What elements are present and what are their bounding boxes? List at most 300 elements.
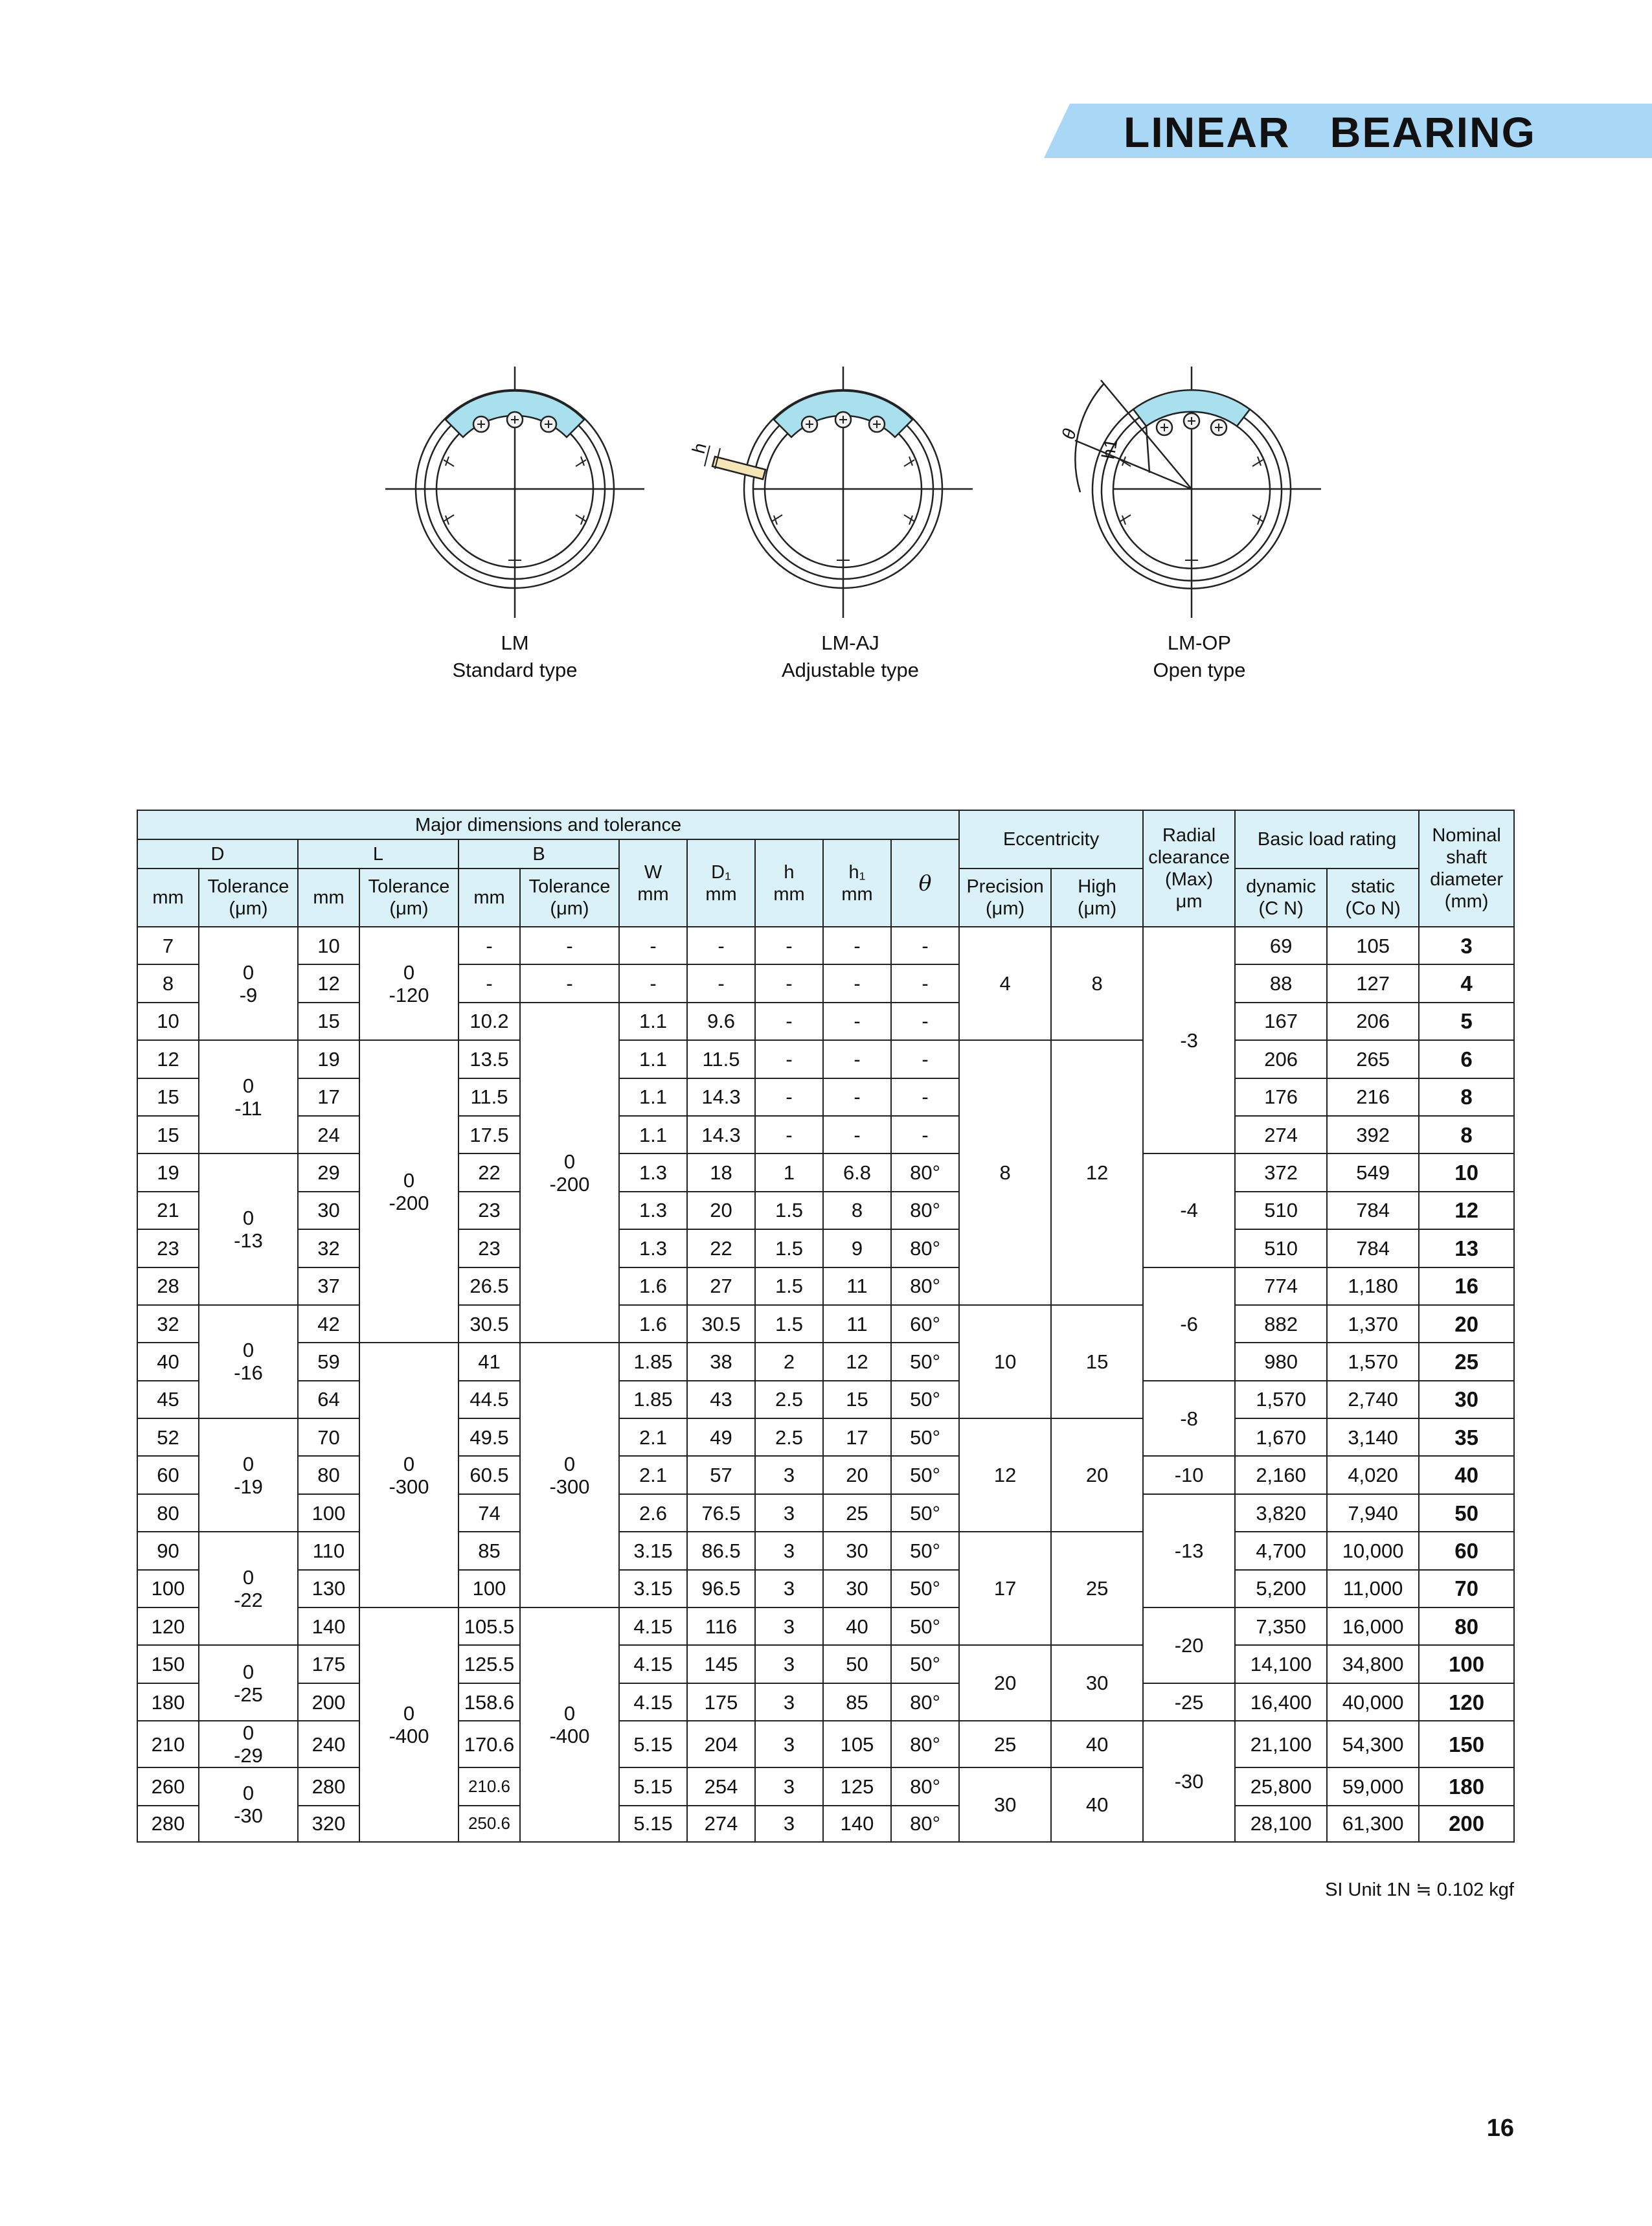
dynamic-load-cell: 7,350 — [1235, 1607, 1327, 1645]
l-mm-cell: 320 — [298, 1806, 359, 1842]
theta-cell: 60° — [891, 1305, 959, 1343]
table-row — [137, 1570, 1514, 1607]
d-mm-cell: 8 — [137, 964, 199, 1002]
l-tolerance-cell-upper: 0 — [403, 1452, 415, 1475]
h-cell: - — [755, 1003, 823, 1040]
w-cell: 5.15 — [619, 1767, 687, 1805]
h1-cell: 40 — [823, 1607, 891, 1645]
dynamic-load-cell: 16,400 — [1235, 1683, 1327, 1721]
dynamic-load-cell: 372 — [1235, 1153, 1327, 1191]
dynamic-load-cell: 1,670 — [1235, 1418, 1327, 1456]
w-cell: 2.1 — [619, 1456, 687, 1493]
d-mm-cell: 52 — [137, 1418, 199, 1456]
h-cell: 1.5 — [755, 1267, 823, 1305]
eccentricity-header: Eccentricity — [959, 810, 1143, 869]
h-cell: 1.5 — [755, 1192, 823, 1229]
d-tolerance-cell-lower: -11 — [234, 1096, 262, 1120]
precision-cell: 8 — [959, 1040, 1051, 1305]
static-load-cell: 54,300 — [1327, 1721, 1419, 1767]
d-tolerance-cell-lower: -13 — [234, 1229, 263, 1253]
w-cell: 1.1 — [619, 1116, 687, 1153]
d1-cell: 274 — [687, 1806, 755, 1842]
d-mm-cell: 12 — [137, 1040, 199, 1078]
lm-op-caption — [1037, 630, 1361, 684]
nominal-shaft-diameter-cell: 20 — [1419, 1305, 1514, 1343]
l-mm-cell: 15 — [298, 1003, 359, 1040]
b-tolerance-cell-lower: -300 — [549, 1475, 590, 1498]
theta-cell: 50° — [891, 1456, 959, 1493]
nominal-shaft-diameter-cell: 5 — [1419, 1003, 1514, 1040]
h1-cell: 17 — [823, 1418, 891, 1456]
h-cell: 1.5 — [755, 1305, 823, 1343]
d-tolerance-cell — [199, 1767, 298, 1841]
static-load-cell: 16,000 — [1327, 1607, 1419, 1645]
static-load-cell: 784 — [1327, 1192, 1419, 1229]
precision-cell: 12 — [959, 1418, 1051, 1532]
static-load-cell: 127 — [1327, 964, 1419, 1002]
h1-cell: 30 — [823, 1570, 891, 1607]
d-mm-cell: 28 — [137, 1267, 199, 1305]
h1-cell: 85 — [823, 1683, 891, 1721]
l-tolerance-cell-upper: 0 — [403, 1701, 415, 1725]
nominal-shaft-diameter-cell: 50 — [1419, 1494, 1514, 1532]
d-mm-cell: 60 — [137, 1456, 199, 1493]
table-row — [137, 1456, 1514, 1493]
d1-cell: 96.5 — [687, 1570, 755, 1607]
table-row — [137, 1683, 1514, 1721]
d-mm-cell: 23 — [137, 1229, 199, 1267]
static-load-cell: 10,000 — [1327, 1532, 1419, 1569]
h1-cell: - — [823, 927, 891, 964]
page-number: 16 — [1486, 2115, 1514, 2142]
table-row — [137, 1806, 1514, 1842]
l-mm-cell: 32 — [298, 1229, 359, 1267]
h1-cell: 6.8 — [823, 1153, 891, 1191]
l-mm-cell: 140 — [298, 1607, 359, 1645]
w-cell: 2.6 — [619, 1494, 687, 1532]
w-cell: 1.6 — [619, 1305, 687, 1343]
theta-cell: 50° — [891, 1645, 959, 1683]
major-dimensions-header: Major dimensions and tolerance — [137, 810, 959, 839]
radial-clearance-cell: -30 — [1143, 1721, 1235, 1841]
h1-cell: 8 — [823, 1192, 891, 1229]
table-row — [137, 964, 1514, 1002]
table-row — [137, 1003, 1514, 1040]
theta-cell: 50° — [891, 1607, 959, 1645]
d1-cell: - — [687, 964, 755, 1002]
static-load-cell: 40,000 — [1327, 1683, 1419, 1721]
static-load-cell: 392 — [1327, 1116, 1419, 1153]
d-mm-cell: 45 — [137, 1381, 199, 1418]
d1-cell: 145 — [687, 1645, 755, 1683]
table-row — [137, 1116, 1514, 1153]
nominal-shaft-diameter-cell: 40 — [1419, 1456, 1514, 1493]
static-load-cell: 1,180 — [1327, 1267, 1419, 1305]
w-cell: 1.85 — [619, 1343, 687, 1380]
d-tolerance-cell-upper: 0 — [242, 1207, 255, 1230]
lm-caption — [353, 630, 677, 684]
w-cell: 5.15 — [619, 1721, 687, 1767]
d-mm-cell: 15 — [137, 1078, 199, 1116]
dynamic-load-cell: 980 — [1235, 1343, 1327, 1380]
l-tolerance-cell-lower: -200 — [389, 1191, 429, 1214]
w-cell: 1.3 — [619, 1192, 687, 1229]
d-tolerance-cell-upper: 0 — [242, 1721, 255, 1745]
table-row — [137, 1381, 1514, 1418]
l-mm-cell: 37 — [298, 1267, 359, 1305]
h1-cell: 105 — [823, 1721, 891, 1767]
d1-cell: 43 — [687, 1381, 755, 1418]
h-header: h mm — [755, 839, 823, 927]
l-mm-cell: 10 — [298, 927, 359, 964]
nominal-shaft-diameter-cell: 8 — [1419, 1078, 1514, 1116]
d1-cell: 86.5 — [687, 1532, 755, 1569]
l-mm-header: mm — [298, 869, 359, 927]
b-tolerance-cell-upper: 0 — [563, 1150, 576, 1173]
lm-op-type-label: Open type — [1153, 659, 1246, 681]
w-header: W mm — [619, 839, 687, 927]
h-cell: 3 — [755, 1494, 823, 1532]
static-load-cell: 784 — [1327, 1229, 1419, 1267]
b-mm-cell: 17.5 — [458, 1116, 520, 1153]
b-mm-cell: 60.5 — [458, 1456, 520, 1493]
theta-cell: 50° — [891, 1381, 959, 1418]
d-mm-cell: 100 — [137, 1570, 199, 1607]
dynamic-load-cell: 167 — [1235, 1003, 1327, 1040]
nominal-shaft-diameter-cell: 30 — [1419, 1381, 1514, 1418]
h-cell: - — [755, 964, 823, 1002]
l-mm-cell: 30 — [298, 1192, 359, 1229]
nominal-shaft-diameter-cell: 35 — [1419, 1418, 1514, 1456]
lm-type-label: Standard type — [452, 659, 578, 681]
h-cell: 1 — [755, 1153, 823, 1191]
d-tolerance-cell-upper: 0 — [242, 960, 255, 984]
d1-cell: 38 — [687, 1343, 755, 1380]
w-cell: 1.1 — [619, 1078, 687, 1116]
b-mm-cell: - — [458, 927, 520, 964]
d-mm-cell: 280 — [137, 1806, 199, 1842]
precision-cell: 20 — [959, 1645, 1051, 1721]
d-tolerance-cell — [199, 1721, 298, 1767]
d-mm-cell: 120 — [137, 1607, 199, 1645]
d-mm-cell: 260 — [137, 1767, 199, 1805]
l-tolerance-cell-lower: -120 — [389, 983, 429, 1006]
radial-clearance-cell: -10 — [1143, 1456, 1235, 1493]
h-cell: 3 — [755, 1806, 823, 1842]
theta-cell: 80° — [891, 1267, 959, 1305]
table-row — [137, 1078, 1514, 1116]
b-tolerance-cell — [520, 1343, 619, 1607]
h-cell: 3 — [755, 1683, 823, 1721]
static-load-cell: 549 — [1327, 1153, 1419, 1191]
b-mm-cell: 23 — [458, 1192, 520, 1229]
dynamic-load-cell: 274 — [1235, 1116, 1327, 1153]
nominal-shaft-diameter-header: Nominal shaft diameter (mm) — [1419, 810, 1514, 927]
b-mm-cell: 105.5 — [458, 1607, 520, 1645]
d-tolerance-cell — [199, 1305, 298, 1418]
d-mm-cell: 180 — [137, 1683, 199, 1721]
table-row — [137, 927, 1514, 964]
nominal-shaft-diameter-cell: 13 — [1419, 1229, 1514, 1267]
h-cell: - — [755, 1078, 823, 1116]
static-load-cell: 3,140 — [1327, 1418, 1419, 1456]
w-cell: 1.3 — [619, 1153, 687, 1191]
theta-cell: 50° — [891, 1570, 959, 1607]
static-load-cell: 7,940 — [1327, 1494, 1419, 1532]
h1-cell: 50 — [823, 1645, 891, 1683]
nominal-shaft-diameter-cell: 8 — [1419, 1116, 1514, 1153]
l-tolerance-cell-upper: 0 — [403, 960, 415, 984]
static-load-cell: 59,000 — [1327, 1767, 1419, 1805]
b-mm-cell: 250.6 — [458, 1806, 520, 1842]
h1-cell: 11 — [823, 1267, 891, 1305]
static-load-cell: 61,300 — [1327, 1806, 1419, 1842]
nominal-shaft-diameter-cell: 6 — [1419, 1040, 1514, 1078]
b-mm-cell: 85 — [458, 1532, 520, 1569]
theta-cell: 50° — [891, 1532, 959, 1569]
nominal-shaft-diameter-cell: 25 — [1419, 1343, 1514, 1380]
l-tolerance-header: Tolerance (μm) — [359, 869, 458, 927]
nominal-shaft-diameter-cell: 150 — [1419, 1721, 1514, 1767]
radial-clearance-cell: -6 — [1143, 1267, 1235, 1381]
dim-h1-label: h1 — [1098, 437, 1122, 461]
l-tolerance-cell — [359, 1040, 458, 1343]
dynamic-load-cell: 25,800 — [1235, 1767, 1327, 1805]
d1-cell: 116 — [687, 1607, 755, 1645]
d-mm-cell: 15 — [137, 1116, 199, 1153]
precision-header: Precision (μm) — [959, 869, 1051, 927]
l-mm-cell: 70 — [298, 1418, 359, 1456]
b-tolerance-cell-upper: 0 — [563, 1452, 576, 1475]
radial-clearance-cell: -4 — [1143, 1153, 1235, 1267]
h-cell: 3 — [755, 1721, 823, 1767]
w-cell: 1.6 — [619, 1267, 687, 1305]
dynamic-load-cell: 176 — [1235, 1078, 1327, 1116]
b-mm-cell: 74 — [458, 1494, 520, 1532]
l-tolerance-cell — [359, 1607, 458, 1842]
b-mm-cell: 125.5 — [458, 1645, 520, 1683]
d-tolerance-cell-upper: 0 — [242, 1782, 255, 1805]
w-cell: 3.15 — [619, 1570, 687, 1607]
h1-cell: 140 — [823, 1806, 891, 1842]
h1-cell: 125 — [823, 1767, 891, 1805]
b-mm-cell: 10.2 — [458, 1003, 520, 1040]
dynamic-header: dynamic (C N) — [1235, 869, 1327, 927]
table-row — [137, 1343, 1514, 1380]
dynamic-load-cell: 1,570 — [1235, 1381, 1327, 1418]
b-mm-cell: 100 — [458, 1570, 520, 1607]
h-cell: - — [755, 1116, 823, 1153]
lm-model-label: LM — [501, 631, 529, 654]
dim-theta-label: θ — [1058, 426, 1080, 442]
l-mm-cell: 80 — [298, 1456, 359, 1493]
nominal-shaft-diameter-cell: 16 — [1419, 1267, 1514, 1305]
b-mm-cell: 23 — [458, 1229, 520, 1267]
d1-cell: 49 — [687, 1418, 755, 1456]
d-tolerance-cell-lower: -25 — [234, 1683, 263, 1706]
d-tolerance-cell — [199, 1040, 298, 1153]
l-tolerance-cell — [359, 927, 458, 1040]
w-cell: 1.1 — [619, 1003, 687, 1040]
high-cell: 25 — [1051, 1532, 1143, 1645]
b-mm-cell: 49.5 — [458, 1418, 520, 1456]
si-unit-note: SI Unit 1N ≒ 0.102 kgf — [1325, 1880, 1514, 1900]
d-mm-cell: 21 — [137, 1192, 199, 1229]
l-mm-cell: 19 — [298, 1040, 359, 1078]
l-mm-cell: 12 — [298, 964, 359, 1002]
table-row — [137, 1192, 1514, 1229]
basic-load-rating-header: Basic load rating — [1235, 810, 1419, 869]
precision-cell: 17 — [959, 1532, 1051, 1645]
dynamic-load-cell: 510 — [1235, 1192, 1327, 1229]
nominal-shaft-diameter-cell: 100 — [1419, 1645, 1514, 1683]
high-cell: 40 — [1051, 1767, 1143, 1841]
theta-cell: - — [891, 1078, 959, 1116]
static-load-cell: 11,000 — [1327, 1570, 1419, 1607]
dynamic-load-cell: 69 — [1235, 927, 1327, 964]
dynamic-load-cell: 88 — [1235, 964, 1327, 1002]
d-tolerance-cell-upper: 0 — [242, 1660, 255, 1683]
b-tolerance-cell — [520, 1607, 619, 1842]
static-load-cell: 1,370 — [1327, 1305, 1419, 1343]
h1-cell: - — [823, 964, 891, 1002]
theta-cell: - — [891, 927, 959, 964]
d1-cell: 18 — [687, 1153, 755, 1191]
h-cell: 1.5 — [755, 1229, 823, 1267]
d-mm-cell: 210 — [137, 1721, 199, 1767]
dynamic-load-cell: 5,200 — [1235, 1570, 1327, 1607]
w-cell: 4.15 — [619, 1607, 687, 1645]
theta-cell: - — [891, 964, 959, 1002]
d1-cell: 254 — [687, 1767, 755, 1805]
nominal-shaft-diameter-cell: 10 — [1419, 1153, 1514, 1191]
high-cell: 40 — [1051, 1721, 1143, 1767]
d1-cell: 76.5 — [687, 1494, 755, 1532]
static-header: static (Co N) — [1327, 869, 1419, 927]
table-row — [137, 1767, 1514, 1805]
d-mm-header: mm — [137, 869, 199, 927]
l-mm-cell: 110 — [298, 1532, 359, 1569]
table-row — [137, 1040, 1514, 1078]
radial-clearance-cell: -8 — [1143, 1381, 1235, 1457]
radial-clearance-cell: -3 — [1143, 927, 1235, 1153]
w-cell: 4.15 — [619, 1645, 687, 1683]
b-tolerance-cell-lower: -200 — [549, 1172, 590, 1196]
theta-cell: - — [891, 1116, 959, 1153]
l-mm-cell: 59 — [298, 1343, 359, 1380]
d-mm-cell: 40 — [137, 1343, 199, 1380]
table-row — [137, 1607, 1514, 1645]
d-tolerance-cell-upper: 0 — [242, 1452, 255, 1475]
theta-cell: 80° — [891, 1767, 959, 1805]
h-cell: 2.5 — [755, 1418, 823, 1456]
d1-cell: 27 — [687, 1267, 755, 1305]
h-cell: - — [755, 927, 823, 964]
b-tolerance-cell-lower: -400 — [549, 1724, 590, 1747]
h-cell: 3 — [755, 1767, 823, 1805]
radial-clearance-cell: -25 — [1143, 1683, 1235, 1721]
d1-cell: 9.6 — [687, 1003, 755, 1040]
theta-cell: 80° — [891, 1721, 959, 1767]
nominal-shaft-diameter-cell: 12 — [1419, 1192, 1514, 1229]
b-mm-cell: 210.6 — [458, 1767, 520, 1805]
l-mm-cell: 175 — [298, 1645, 359, 1683]
h1-cell: 9 — [823, 1229, 891, 1267]
lm-op-model-label: LM-OP — [1167, 631, 1232, 654]
h1-cell: - — [823, 1003, 891, 1040]
static-load-cell: 216 — [1327, 1078, 1419, 1116]
b-mm-cell: 13.5 — [458, 1040, 520, 1078]
d-tolerance-cell-lower: -29 — [234, 1744, 263, 1767]
b-tolerance-cell — [520, 1003, 619, 1343]
b-tolerance-cell-upper: 0 — [563, 1701, 576, 1725]
table-row — [137, 1229, 1514, 1267]
b-mm-cell: 44.5 — [458, 1381, 520, 1418]
d-mm-cell: 19 — [137, 1153, 199, 1191]
d-tolerance-cell — [199, 1153, 298, 1305]
d-tolerance-cell-lower: -16 — [234, 1361, 263, 1385]
w-cell: 1.3 — [619, 1229, 687, 1267]
w-cell: 2.1 — [619, 1418, 687, 1456]
h-cell: 3 — [755, 1570, 823, 1607]
radial-clearance-header: Radial clearance (Max) μm — [1143, 810, 1235, 927]
static-load-cell: 34,800 — [1327, 1645, 1419, 1683]
d-tolerance-cell-upper: 0 — [242, 1565, 255, 1589]
w-cell: 1.1 — [619, 1040, 687, 1078]
h1-cell: - — [823, 1078, 891, 1116]
h1-cell: 20 — [823, 1456, 891, 1493]
lm-aj-adjustable-diagram — [688, 363, 986, 622]
d1-cell: - — [687, 927, 755, 964]
nominal-shaft-diameter-cell: 70 — [1419, 1570, 1514, 1607]
dynamic-load-cell: 774 — [1235, 1267, 1327, 1305]
radial-clearance-cell: -20 — [1143, 1607, 1235, 1683]
precision-cell: 10 — [959, 1305, 1051, 1418]
l-mm-cell: 280 — [298, 1767, 359, 1805]
theta-cell: 50° — [891, 1418, 959, 1456]
static-load-cell: 1,570 — [1327, 1343, 1419, 1380]
b-mm-header: mm — [458, 869, 520, 927]
b-tolerance-cell: - — [520, 964, 619, 1002]
theta-cell: - — [891, 1003, 959, 1040]
radial-clearance-cell: -13 — [1143, 1494, 1235, 1607]
dynamic-load-cell: 2,160 — [1235, 1456, 1327, 1493]
d-mm-cell: 32 — [137, 1305, 199, 1343]
static-load-cell: 105 — [1327, 927, 1419, 964]
table-row — [137, 1418, 1514, 1456]
theta-cell: 80° — [891, 1192, 959, 1229]
high-cell: 12 — [1051, 1040, 1143, 1305]
dynamic-load-cell: 3,820 — [1235, 1494, 1327, 1532]
d-tolerance-cell — [199, 927, 298, 1040]
nominal-shaft-diameter-cell: 3 — [1419, 927, 1514, 964]
dynamic-load-cell: 206 — [1235, 1040, 1327, 1078]
b-mm-cell: 11.5 — [458, 1078, 520, 1116]
l-mm-cell: 17 — [298, 1078, 359, 1116]
h-cell: 2 — [755, 1343, 823, 1380]
theta-cell: 50° — [891, 1343, 959, 1380]
high-cell: 20 — [1051, 1418, 1143, 1532]
high-cell: 30 — [1051, 1645, 1143, 1721]
d-mm-cell: 10 — [137, 1003, 199, 1040]
static-load-cell: 206 — [1327, 1003, 1419, 1040]
dynamic-load-cell: 14,100 — [1235, 1645, 1327, 1683]
d1-cell: 204 — [687, 1721, 755, 1767]
d-tolerance-cell — [199, 1645, 298, 1721]
nominal-shaft-diameter-cell: 120 — [1419, 1683, 1514, 1721]
b-tolerance-header: Tolerance (μm) — [520, 869, 619, 927]
b-mm-cell: - — [458, 964, 520, 1002]
